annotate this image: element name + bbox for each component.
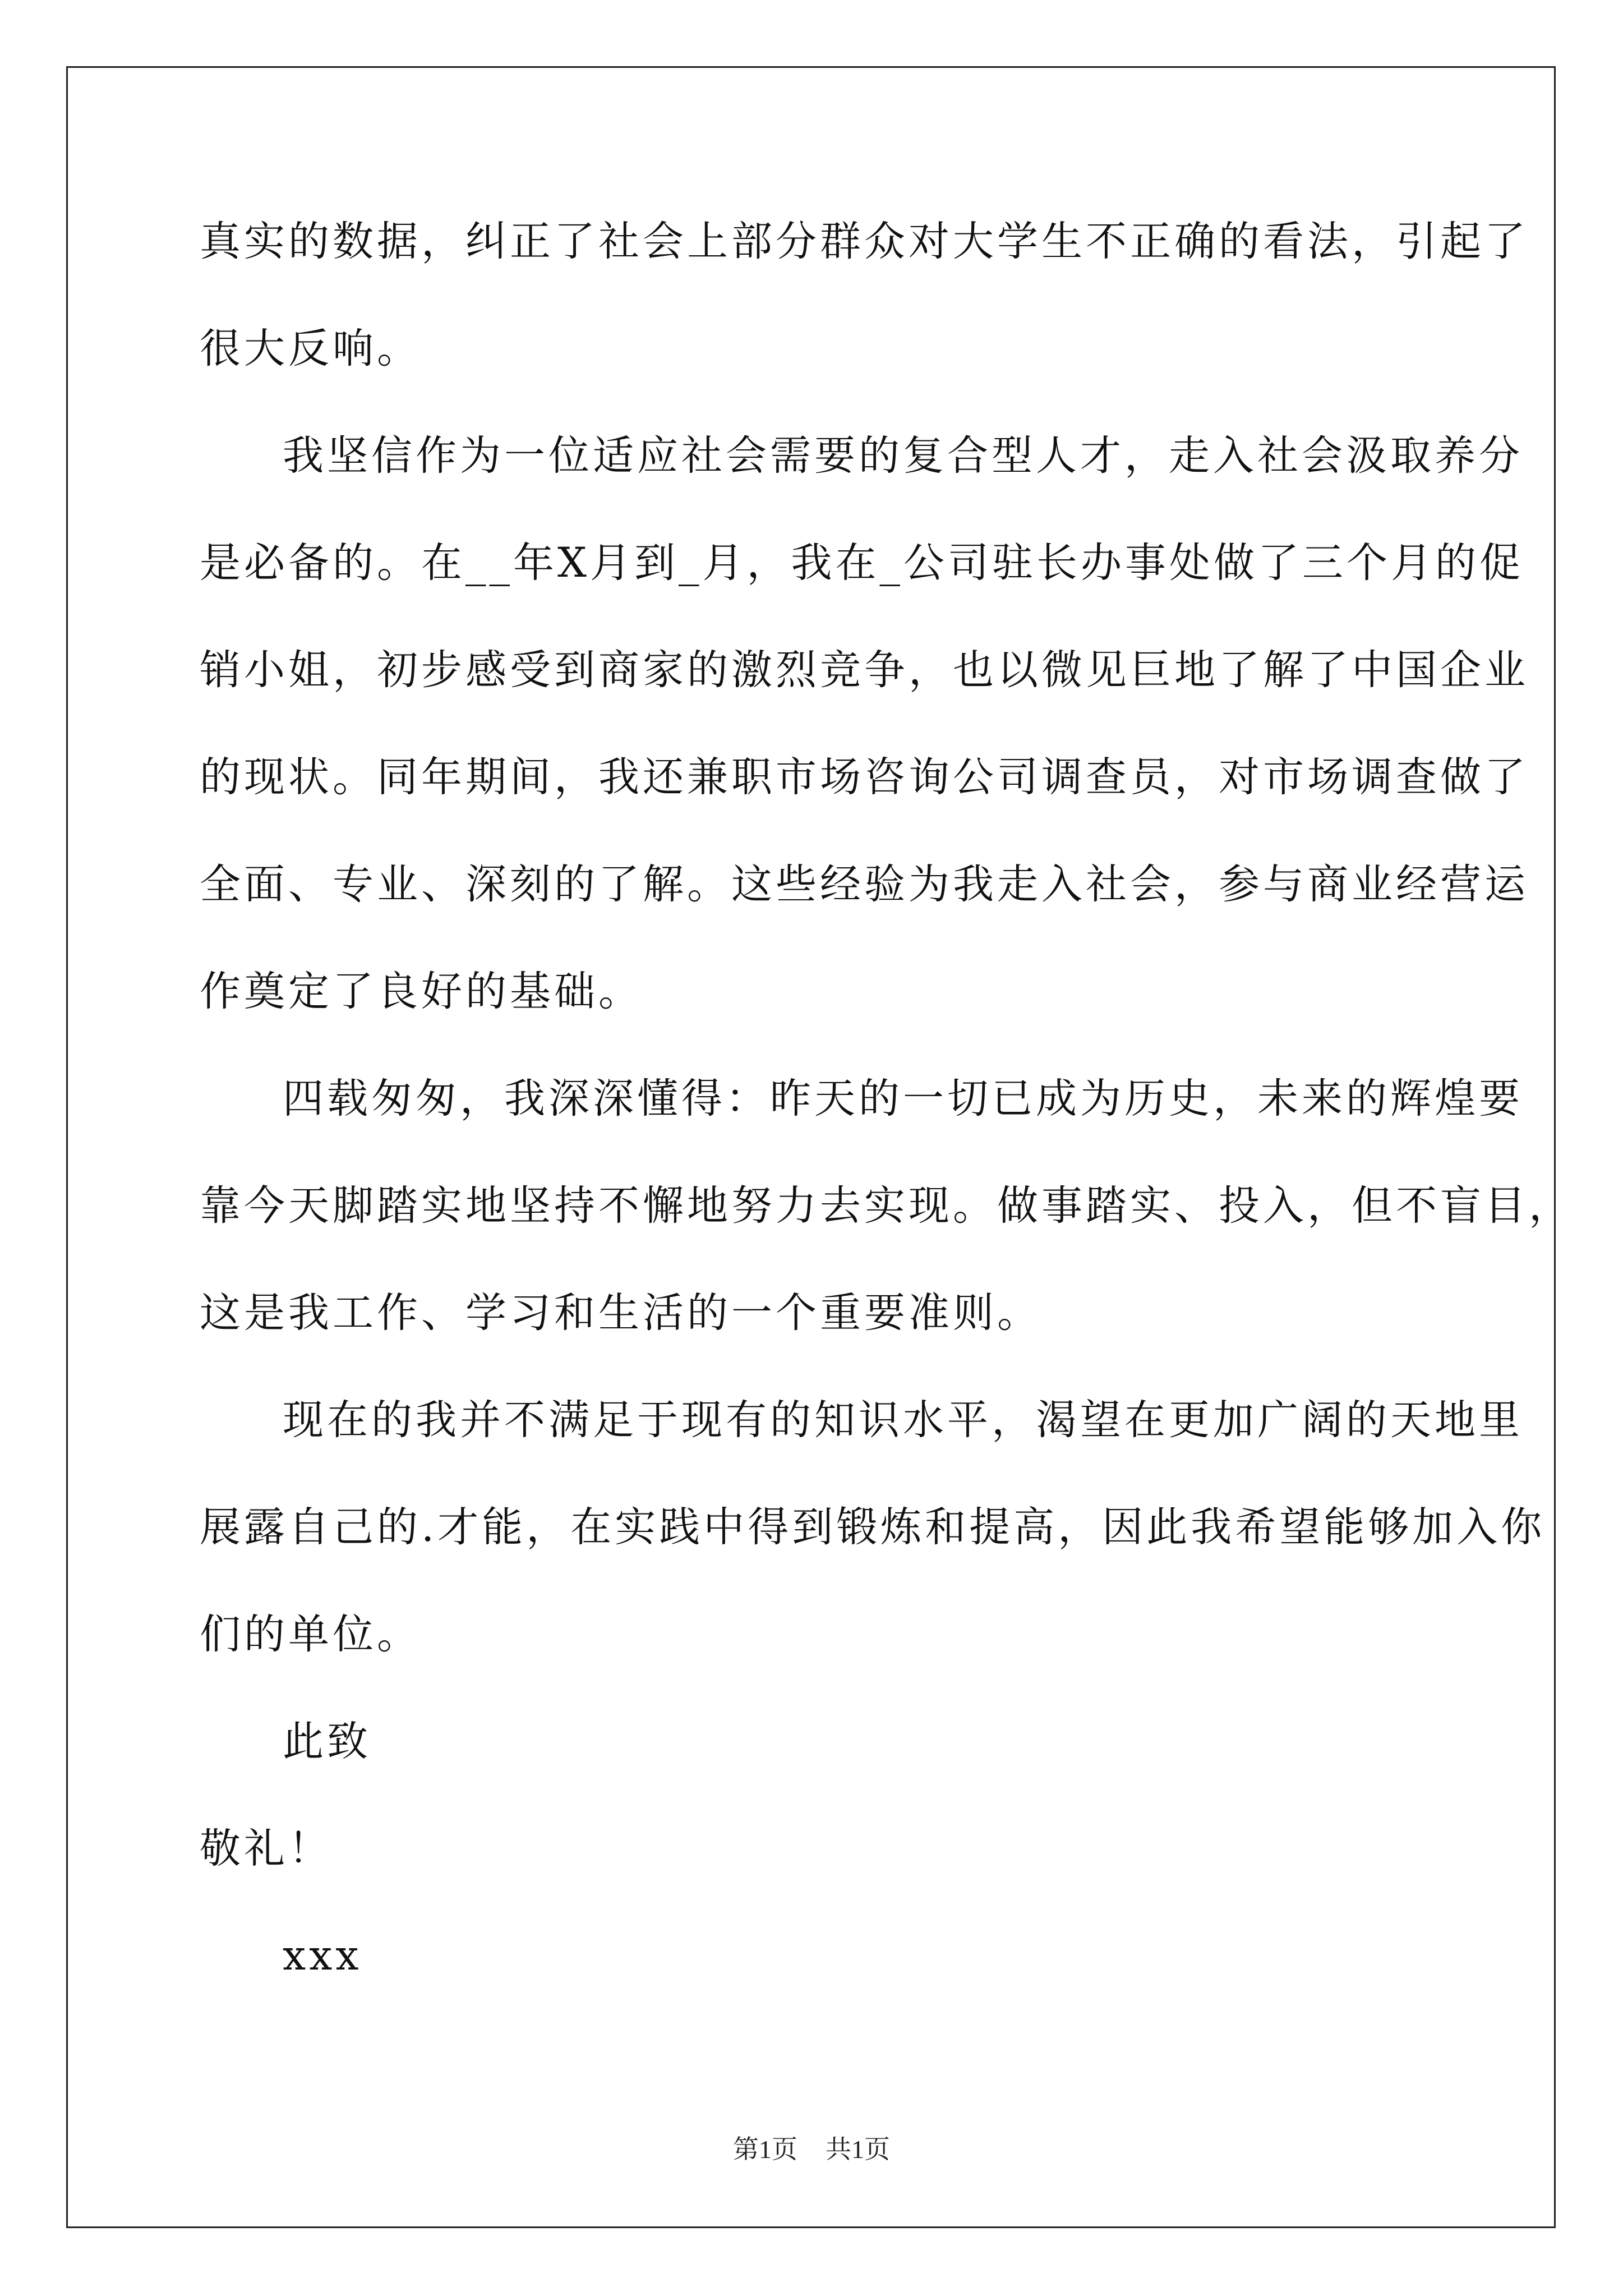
paragraph-start-line: 四载匆匆，我深深懂得：昨天的一切已成为历史，未来的辉煌要: [283, 1075, 1523, 1122]
text-line: 展露自己的.才能，在实践中得到锻炼和提高，因此我希望能够加入你: [200, 1503, 1546, 1551]
closing-greeting: 敬礼！: [200, 1825, 333, 1872]
text-line: 们的单位。: [200, 1611, 421, 1658]
page-footer: [0, 2129, 1623, 2166]
page-number-total: 共1页: [826, 2135, 890, 2164]
text-line: 这是我工作、学习和生活的一个重要准则。: [200, 1289, 1041, 1337]
text-line: 真实的数据，纠正了社会上部分群众对大学生不正确的看法，引起了: [200, 218, 1529, 265]
text-line: 销小姐，初步感受到商家的激烈竞争，也以微见巨地了解了中国企业: [200, 646, 1529, 694]
text-line: 靠今天脚踏实地坚持不懈地努力去实现。做事踏实、投入，但不盲目，: [200, 1182, 1573, 1230]
signature: xxx: [283, 1932, 362, 1980]
document-body: [200, 188, 1573, 2009]
text-line: 作奠定了良好的基础。: [200, 968, 643, 1015]
closing-salutation: 此致: [283, 1718, 371, 1765]
text-line: 很大反响。: [200, 325, 421, 372]
paragraph-start-line: 我坚信作为一位适应社会需要的复合型人才，走入社会汲取养分: [283, 432, 1523, 480]
text-line: 是必备的。在__年X月到_月，我在_公司驻长办事处做了三个月的促: [200, 539, 1524, 587]
text-line: 的现状。同年期间，我还兼职市场咨询公司调查员，对市场调查做了: [200, 753, 1529, 801]
text-line: 全面、专业、深刻的了解。这些经验为我走入社会，参与商业经营运: [200, 861, 1529, 908]
paragraph-start-line: 现在的我并不满足于现有的知识水平，渴望在更加广阔的天地里: [283, 1396, 1523, 1444]
page-number-current: 第1页: [733, 2135, 797, 2164]
